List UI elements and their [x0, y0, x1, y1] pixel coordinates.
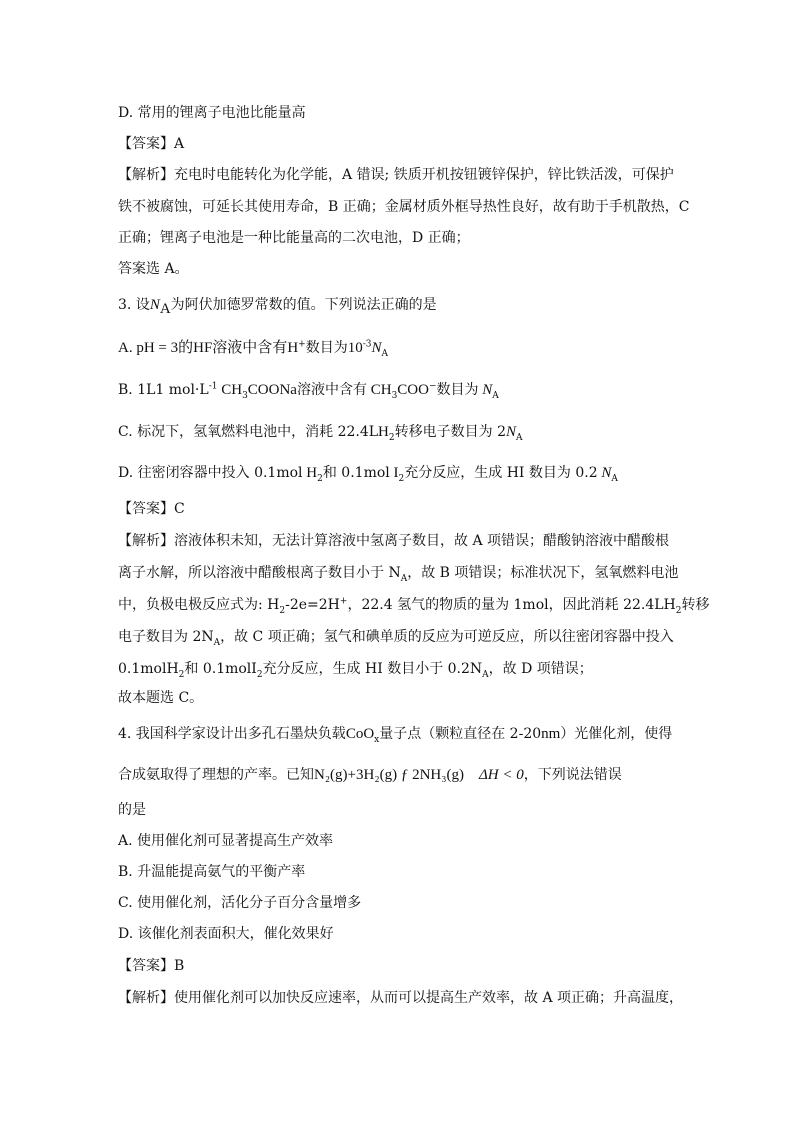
- q3-analysis-line-4: 电子数目为 $2N_A$，故 C 项正确；氢气和碘单质的反应为可逆反应，所以往密闭容器中投入: [118, 629, 674, 648]
- q3-option-a: A. pH = 3的HF溶液中含有H+数目为$10^{-3}N_A$: [118, 339, 388, 359]
- q2-analysis-line-1: 【解析】充电时电能转化为化学能，A 错误; 铁质开机按钮镀锌保护，锌比铁活泼，可保护: [118, 167, 674, 183]
- q4-option-a: A. 使用催化剂可显著提高生产效率: [118, 833, 334, 849]
- q2-conclusion: 答案选 A。: [118, 261, 189, 277]
- q3-option-d: D. 往密闭容器中投入 0.1mol $H_2$和 0.1mol $I_2$充分反应，生成 HI 数目为 0.2 $N_A$: [118, 465, 618, 484]
- q2-analysis-line-2: 铁不被腐蚀，可延长其使用寿命，B 正确；金属材质外框导热性良好，故有助于手机散热，C: [118, 199, 690, 215]
- q2-analysis-line-3: 正确；锂离子电池是一种比能量高的二次电池，D 正确；: [118, 230, 470, 246]
- q3-option-b: B. 1L1 $mol\cdot L^{-1}$ $CH_3COONa$溶液中含有 $CH_3COO^-$数目为 $N_A$: [118, 381, 499, 401]
- q4-stem-line-3: 的是: [118, 802, 146, 818]
- q4-stem-line-2: 合成氨取得了理想的产率。已知N₂(g)+3H₂(g) ƒ 2NH₃(g) ΔH < 0，下列说法错误: [118, 767, 622, 783]
- q3-answer: 【答案】C: [118, 501, 185, 517]
- q4-option-c: C. 使用催化剂，活化分子百分含量增多: [118, 895, 362, 911]
- q3-stem: 3. 设$N_A$为阿伏加德罗常数的值。下列说法正确的是: [118, 297, 437, 317]
- q4-answer: 【答案】B: [118, 958, 185, 974]
- q3-analysis-line-1: 【解析】溶液体积未知，无法计算溶液中氢离子数目，故 A 项错误；醋酸钠溶液中醋酸根: [118, 533, 670, 549]
- q4-option-b: B. 升温能提高氨气的平衡产率: [118, 864, 306, 880]
- q3-analysis-line-5: 0.1molH$_2$和 0.1molI$_2$充分反应，生成 HI 数目小于 $0.2N_A$，故 D 项错误；: [118, 661, 593, 680]
- q3-analysis-line-3: 中，负极电极反应式为: $H_2-2e=2H^+$，22.4 氢气的物质的量为 1mol，因此消耗 $22.4LH_2$转移: [118, 596, 710, 616]
- q3-option-c: C. 标况下，氢氧燃料电池中，消耗 $22.4LH_2$转移电子数目为 $2N_A$: [118, 424, 523, 443]
- q4-option-d: D. 该催化剂表面积大，催化效果好: [118, 926, 334, 942]
- q4-analysis-line-1: 【解析】使用催化剂可以加快反应速率，从而可以提高生产效率，故 A 项正确；升高温度，: [118, 990, 684, 1006]
- q3-conclusion: 故本题选 C。: [118, 690, 204, 706]
- q4-stem-line-1: 4. 我国科学家设计出多孔石墨炔负载CoO$_x$量子点（颗粒直径在 2-20nm）光催化剂，使得: [118, 726, 673, 745]
- q3-analysis-line-2: 离子水解，所以溶液中醋酸根离子数目小于 $N_A$，故 B 项错误；标准状况下，氢氧燃料电池: [118, 565, 679, 584]
- q2-answer: 【答案】A: [118, 136, 185, 152]
- q2-option-d: D. 常用的锂离子电池比能量高: [118, 105, 306, 121]
